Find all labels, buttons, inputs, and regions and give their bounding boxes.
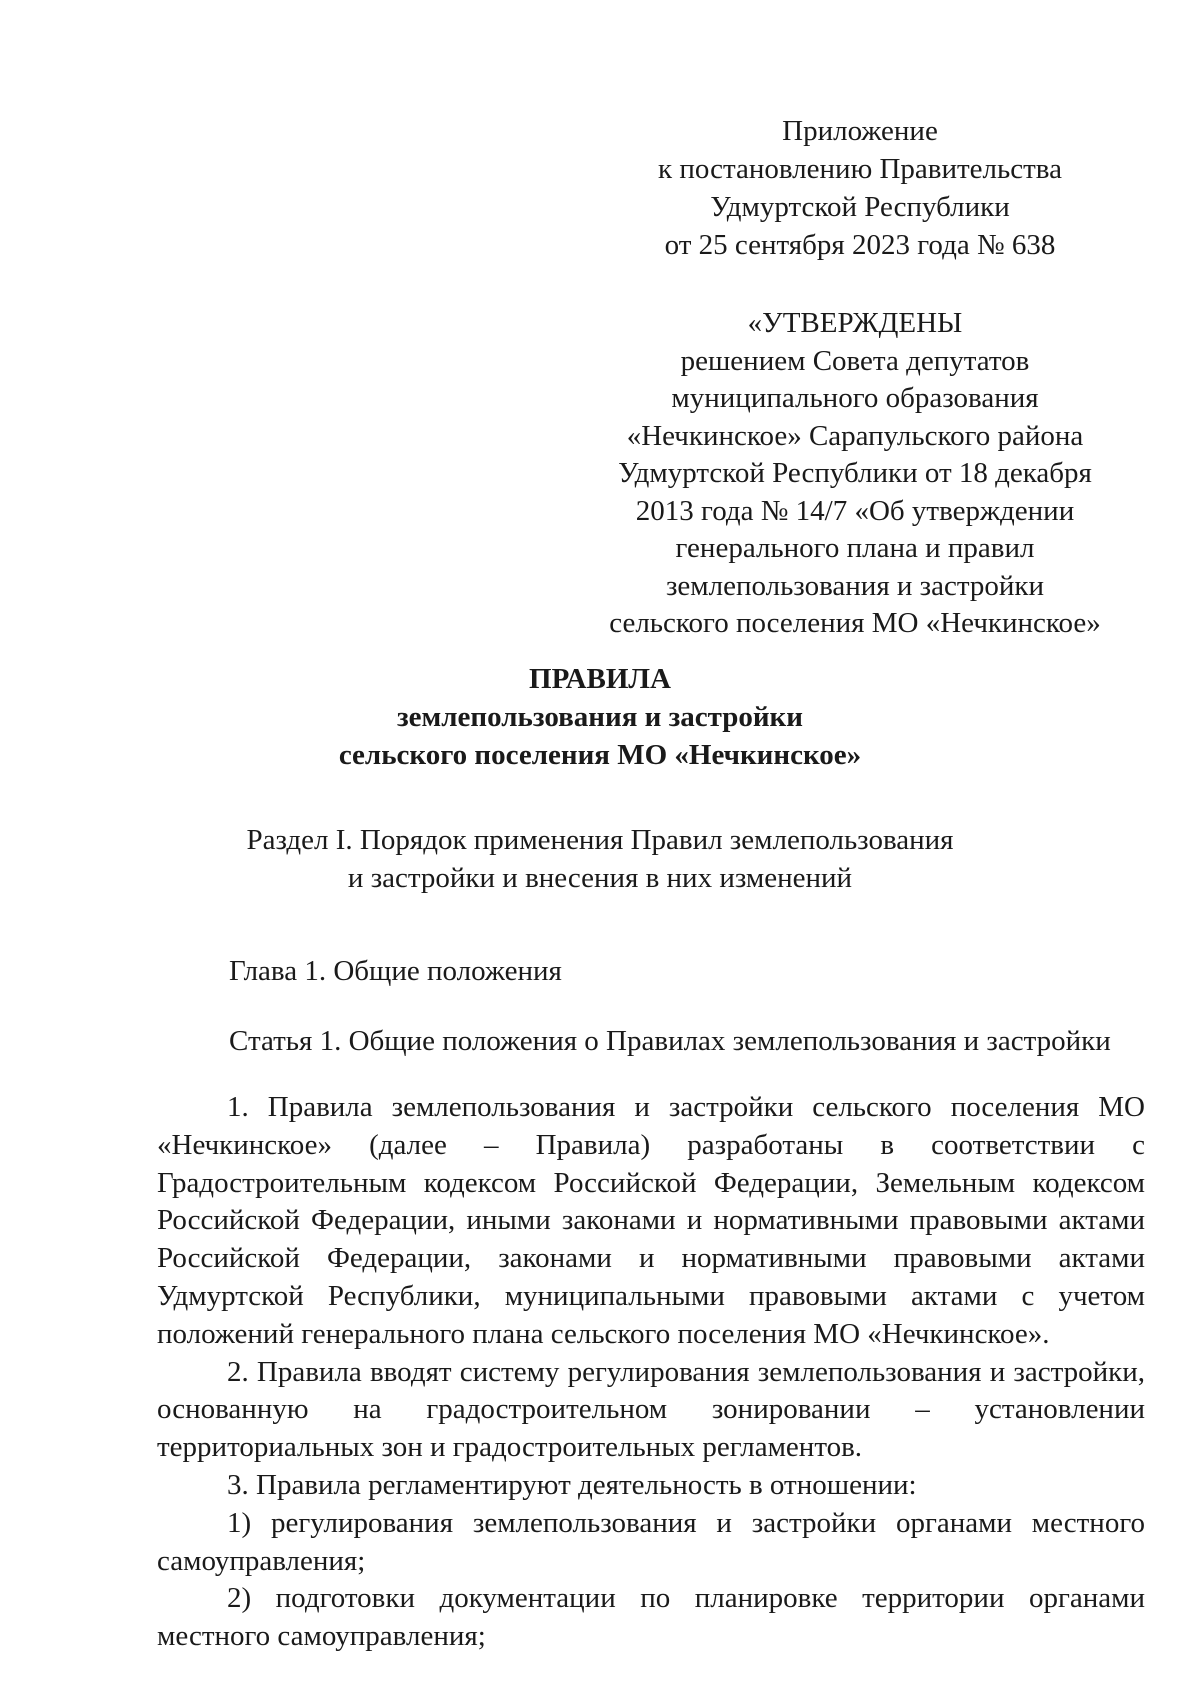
approval-line: 2013 года № 14/7 «Об утверждении bbox=[635, 494, 1075, 527]
approval-line: «Нечкинское» Сарапульского района bbox=[626, 419, 1084, 452]
appendix-line: Удмуртской Республики bbox=[710, 191, 1010, 223]
appendix-line: к постановлению Правительства bbox=[658, 153, 1062, 185]
chapter-heading: Глава 1. Общие положения bbox=[229, 955, 562, 987]
paragraph: 1) регулирования землепользования и застройки органами местного самоуправления; bbox=[157, 1506, 1145, 1577]
appendix-header bbox=[640, 112, 1080, 264]
appendix-line: от 25 сентября 2023 года № 638 bbox=[664, 229, 1056, 261]
approval-line: генерального плана и правил bbox=[675, 532, 1035, 564]
article-heading: Статья 1. Общие положения о Правилах землепользования и застройки bbox=[229, 1025, 1111, 1057]
document-title bbox=[300, 660, 900, 774]
article-body bbox=[157, 1089, 1145, 1656]
paragraph: 3. Правила регламентируют деятельность в отношении: bbox=[227, 1468, 917, 1501]
title-line: ПРАВИЛА bbox=[529, 663, 671, 695]
approval-line: сельского поселения МО «Нечкинское» bbox=[609, 607, 1101, 639]
paragraph: 2) подготовки документации по планировке территории органами местного самоуправления; bbox=[157, 1582, 1145, 1653]
paragraph: 2. Правила вводят систему регулирования землепользования и застройки, основанную на градостроительном зонировании – установлении территориальных зон и градостроительных регламентов. bbox=[157, 1355, 1145, 1464]
approval-line: «УТВЕРЖДЕНЫ bbox=[747, 307, 963, 339]
title-line: землепользования и застройки bbox=[397, 701, 803, 733]
section-line: и застройки и внесения в них изменений bbox=[347, 862, 853, 894]
section-heading bbox=[220, 821, 980, 897]
approval-line: муниципального образования bbox=[671, 382, 1039, 414]
appendix-line: Приложение bbox=[782, 115, 938, 147]
approval-line: решением Совета депутатов bbox=[680, 344, 1030, 377]
approval-block bbox=[600, 305, 1110, 643]
section-line: Раздел I. Порядок применения Правил землепользования bbox=[246, 824, 954, 856]
title-line: сельского поселения МО «Нечкинское» bbox=[338, 739, 862, 771]
paragraph: 1. Правила землепользования и застройки сельского поселения МО «Нечкинское» (далее – Правила) разработаны в соответствии с Градостроительным кодексом Российской Федерации, Земельным кодексом Российской Федерации, иными законами и нормативными правовыми актами Российской Федерации, законами и нормативными правовыми актами Удмуртской Республики, муниципальными правовыми актами с учетом положений генерального плана сельского поселения МО «Нечкинское». bbox=[157, 1091, 1145, 1350]
approval-line: Удмуртской Республики от 18 декабря bbox=[618, 457, 1092, 489]
approval-line: землепользования и застройки bbox=[665, 569, 1045, 602]
